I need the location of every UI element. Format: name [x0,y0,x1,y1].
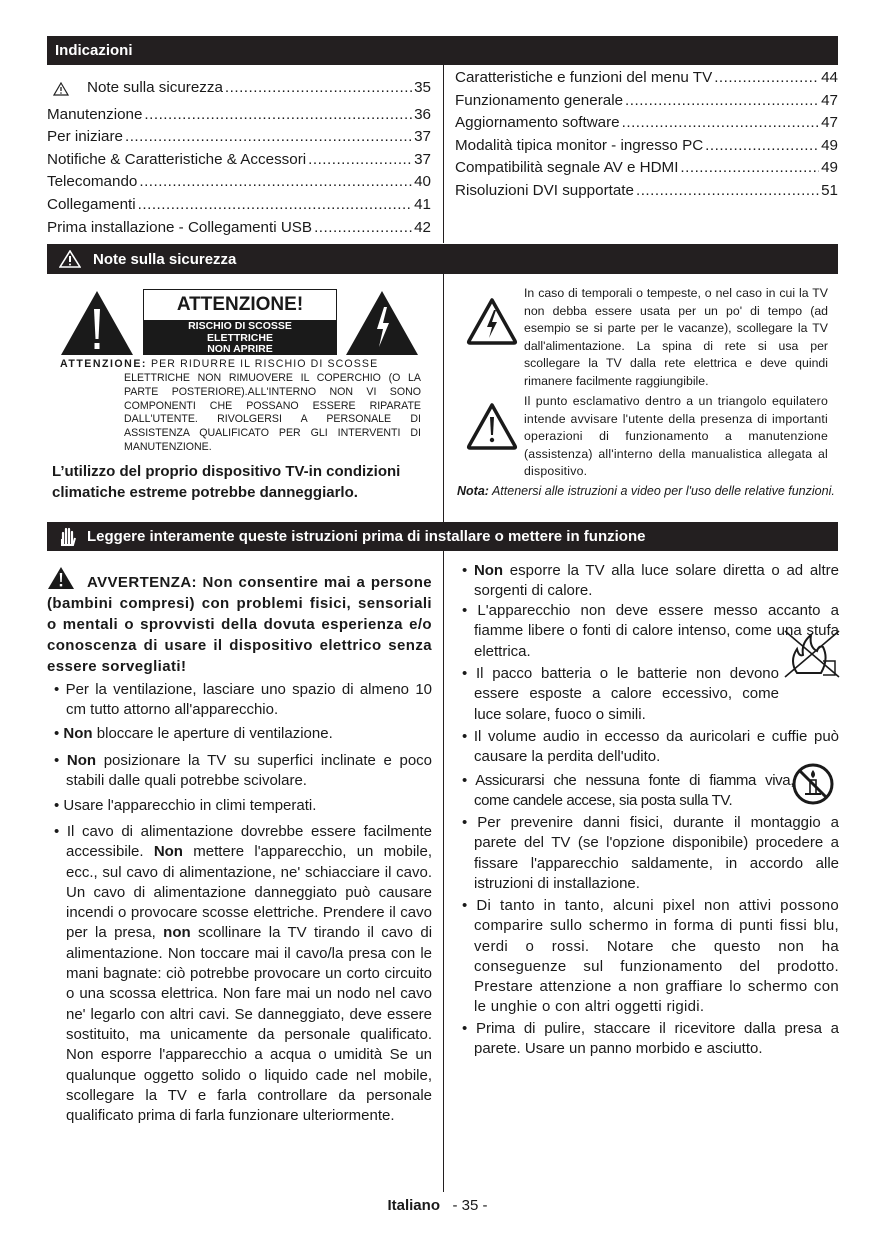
warning-icon [59,250,81,268]
list-item: • Prima di pulire, staccare il ricevitore dalla presa a parete. Usare un panno morbido e asciutto. [462,1020,839,1058]
list-item: • Il volume audio in eccesso da auricolari e cuffie può causare la perdita dell'udito. [462,728,839,766]
toc-item[interactable]: Caratteristiche e funzioni del menu TV ..... 44 [455,67,838,90]
read-title: Leggere interamente queste istruzioni prima di installare o mettere in funzione [87,528,646,545]
column-divider [443,551,444,1192]
toc-item[interactable]: Manutenzione ..... 36 [47,104,431,127]
list-item: • Il pacco batteria o le batterie non devono essere esposte a calore eccessivo, come luce solare, fuoco o simili. [462,665,779,723]
warning-text: AVVERTENZA: Non consentire mai a persone (bambini compresi) con problemi fisici, sensoriali o mentali o sprovvisti della dovuta esperienza e/o conoscenza di usare il dispositivo elettrico senza essere sorvegliati! [47,574,432,675]
list-item: • Non bloccare le aperture di ventilazione. [54,725,333,742]
safety-title: Note sulla sicurezza [93,250,237,268]
toc-item[interactable]: Collegamenti ..... 41 [47,194,431,217]
toc-item[interactable]: Prima installazione - Collegamenti USB ..... 42 [47,217,431,240]
safety-header [47,244,838,274]
list-item: • Non esporre la TV alla luce solare diretta o ad altre sorgenti di calore. [462,562,839,600]
toc-right [455,67,838,203]
list-item: • Assicurarsi che nessuna fonte di fiamma viva, come candele accese, sia posta sulla TV. [462,772,794,810]
hand-icon [59,527,77,547]
safety-divider [443,274,444,522]
toc-item[interactable]: Funzionamento generale ..... 47 [455,90,838,113]
list-item: • Per la ventilazione, lasciare uno spazio di almeno 10 cm tutto attorno all'apparecchio. [54,681,433,719]
climate-warning: L’utilizzo del proprio dispositivo TV-in condizioni climatiche estreme potrebbe danneggiarlo. [52,463,401,501]
index-header [47,36,838,65]
toc-item[interactable]: Per iniziare ..... 37 [47,126,431,149]
toc-left [47,77,431,239]
index-title: Indicazioni [55,42,133,59]
page-footer [0,1197,875,1214]
toc-item[interactable]: Modalità tipica monitor - ingresso PC ..... 49 [455,135,838,158]
attention-text: ATTENZIONE: PER RIDURRE IL RISCHIO DI SCOSSE [60,358,379,370]
exclamation-icon [59,289,135,357]
attention-box-title: ATTENZIONE! [176,294,304,315]
page-number: - 35 - [452,1197,488,1214]
toc-item[interactable]: Telecomando ..... 40 [47,171,431,194]
note: Nota: Attenersi alle istruzioni a video per l'uso delle relative funzioni. [457,484,835,498]
footer-language: Italiano [387,1197,440,1214]
attention-body: ELETTRICHE NON RIMUOVERE IL COPERCHIO (O LA PARTE POSTERIORE).ALL'INTERNO NON VI SONO COMPONENTI CHE POSSANO ESSERE RIPARATE DALL'UTENTE. RIVOLGERSI A PERSONALE DI ASSISTENZA QUALIFICATO PER GLI INTERVENTI DI MANUTENZIONE. [124,372,421,453]
storm-text: In caso di temporali o tempeste, o nel caso in cui la TV non debba essere usata per un po' di tempo (ad esempio se si parte per le vacanze), scollegare la TV dall'alimentazione. La spina di rete si usa per scollegare la TV dalla rete elettrica e deve quindi rimanere facilmente raggiungibile. [524,286,828,388]
exclamation-icon [466,402,518,450]
lightning-icon [344,289,420,357]
warning-icon [47,82,87,100]
list-item: • Di tanto in tanto, alcuni pixel non attivi possono comparire sullo schermo in forma di punti fissi blu, verdi o rossi. Notare che questo non ha conseguenze sul funzionamento del prodotto. Prestare attenzione a non graffiare lo schermo con le unghie o con altri oggetti rigidi. [462,897,839,1016]
no-fire-icon [783,627,841,679]
toc-item[interactable]: Aggiornamento software ..... 47 [455,112,838,135]
attention-box: ATTENZIONE! RISCHIO DI SCOSSE ELETTRICHE NON APRIRE [143,289,337,355]
toc-item[interactable]: Note sulla sicurezza ..... 35 [47,77,431,100]
no-candle-icon [791,762,835,806]
list-item: • Il cavo di alimentazione dovrebbe essere facilmente accessibile. Non mettere l'apparecchio, un mobile, ecc., sul cavo di alimentazione, ne' schiacciare il cavo. Un cavo di alimentazione danneggiato può causare incendi o provocare scosse elettriche. Prendere il cavo per la presa, non scollinare la TV tirando il cavo di alimentazione. Non toccare mai il cavo/la presa con le mani bagnate: ciò potrebbe provocare un corto circuito o una scossa elettrica. Non fare mai un nodo nel cavo ne' legarlo con altri cavi. Se danneggiato, deve essere sostituito, ma unicamente da personale qualificato. Non esporre l'apparecchio a acqua o umidità Se un qualunque oggetto solido o liquido cade nel mobile, scollegare la TV e farla controllare da personale qualificato prima di farla funzionare ulteriormente. [54,823,433,1125]
toc-item[interactable]: Compatibilità segnale AV e HDMI ..... 49 [455,157,838,180]
lightning-icon [466,297,518,345]
toc-item[interactable]: Risoluzioni DVI supportate ..... 51 [455,180,838,203]
toc-item[interactable]: Notifiche & Caratteristiche & Accessori ..... 37 [47,149,431,172]
list-item: • Per prevenire danni fisici, durante il montaggio a parete del TV (se l'opzione disponibile) procedere a fissare l'apparecchio saldamente, in accordo alle istruzioni di installazione. [462,814,840,892]
list-item: • Usare l'apparecchio in climi temperati. [54,797,317,814]
read-header [47,522,838,551]
list-item: • L'apparecchio non deve essere messo accanto a fiamme libere o fonti di calore intenso, come una stufa elettrica. [462,602,839,660]
triangle-text: Il punto esclamativo dentro a un triangolo equilatero intende avvisare l'utente della presenza di importanti operazioni di funzionamento a manutenzione (assistenza) all'interno della manualistica allegata al dispositivo. [524,394,828,479]
toc-divider [443,65,444,243]
list-item: • Non posizionare la TV su superfici inclinate e poco stabili dalle quali potrebbe scivolare. [54,752,433,790]
